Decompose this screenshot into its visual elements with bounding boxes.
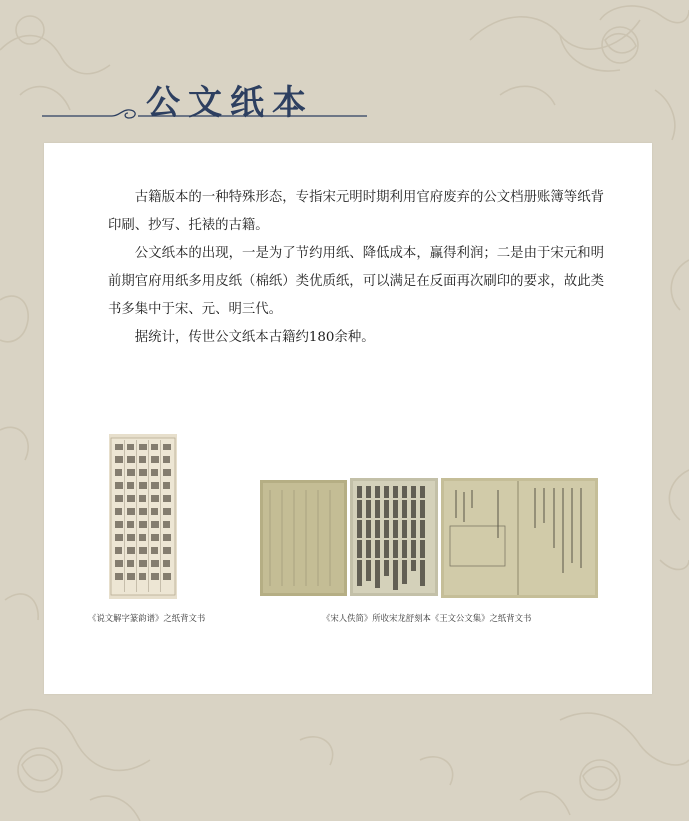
paper-back-documents-image — [260, 478, 598, 598]
paragraph-definition: 古籍版本的一种特殊形态，专指宋元明时期利用官府废弃的公文档册账簿等纸背印刷、抄写、托裱的古籍。 — [108, 190, 604, 233]
paragraph-statistics: 据统计，传世公文纸本古籍约180余种。 — [134, 330, 375, 345]
page-title: 公文纸本 — [146, 83, 314, 123]
ancient-book-page-image — [109, 434, 177, 599]
figure-caption-right: 《宋人佚简》所收宋龙舒刻本《王文公文集》之纸背文书 — [322, 613, 532, 623]
section-header — [42, 80, 372, 130]
content-card — [44, 143, 652, 694]
paragraph-origin: 公文纸本的出现，一是为了节约用纸、降低成本，赢得利润；二是由于宋元和明前期官府用纸多用皮纸（棉纸）类优质纸，可以满足在反面再次刷印的要求，故此类书多集中于宋、元、明三代。 — [108, 246, 604, 317]
figure-caption-left: 《说文解字篆韵谱》之纸背文书 — [88, 613, 206, 623]
